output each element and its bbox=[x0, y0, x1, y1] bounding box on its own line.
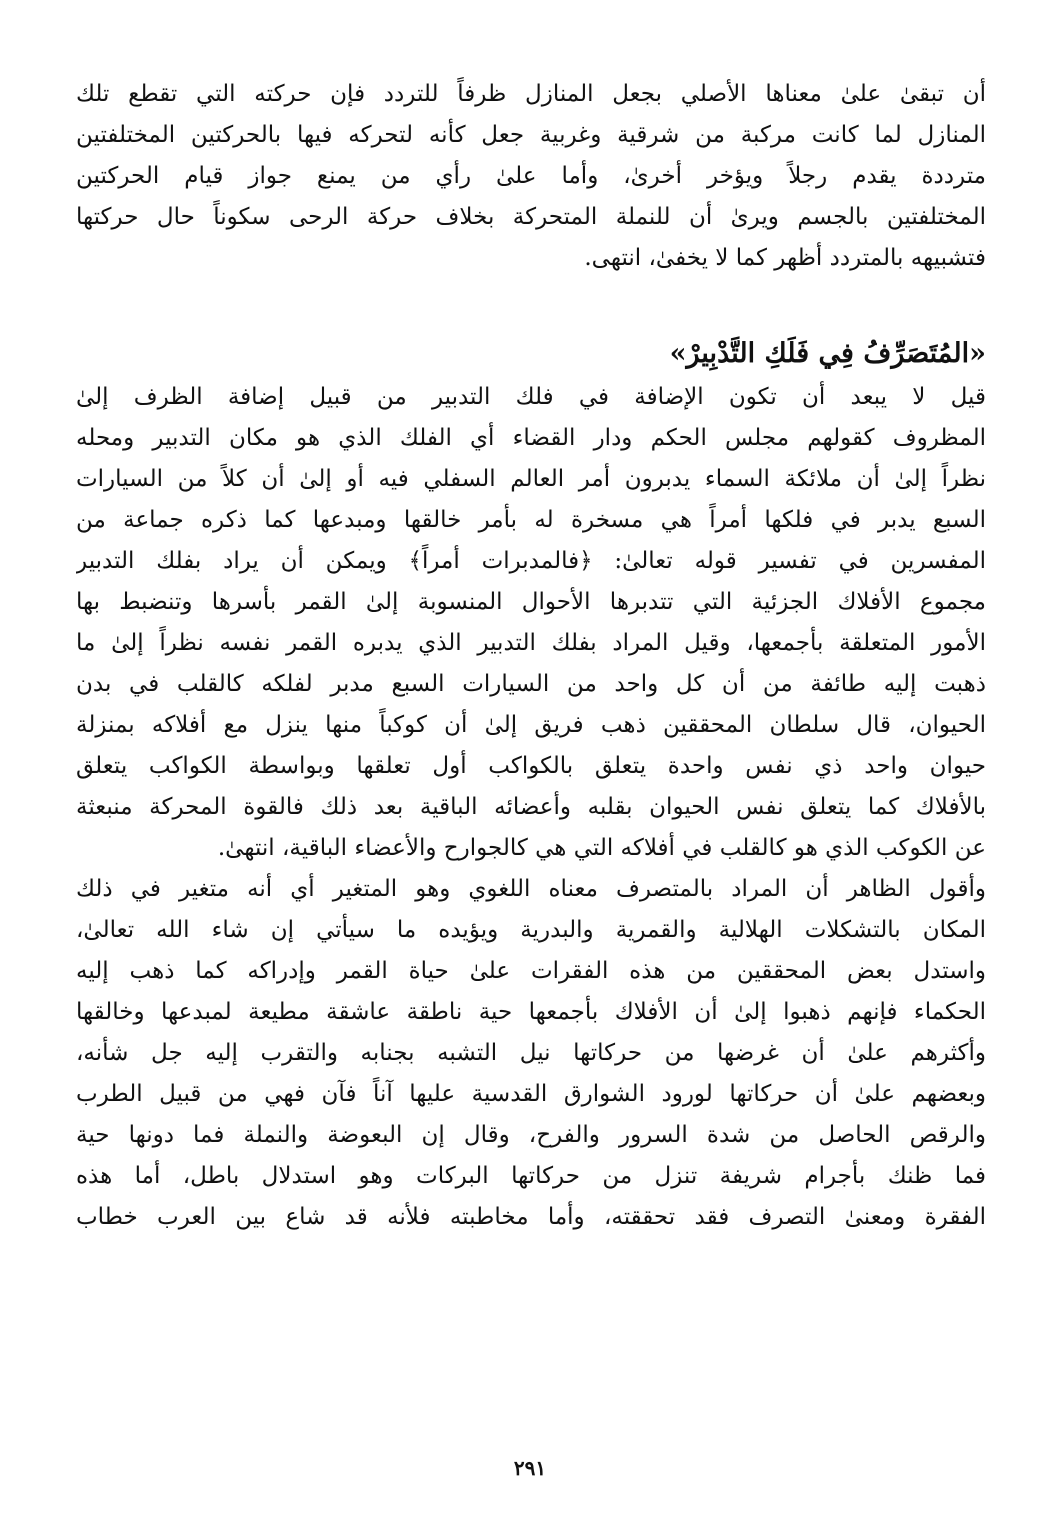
text-line: أن تبقىٰ علىٰ معناها الأصلي بجعل المنازل ظرفاً للتردد فإن حركته التي تقطع تلك bbox=[76, 81, 986, 107]
text-line: المختلفتين بالجسم ويرىٰ أن للنملة المتحركة بخلاف حركة الرحى سكوناً حال حركتها bbox=[76, 204, 986, 230]
text-line: السبع يدبر في فلكها أمراً هي مسخرة له بأمر خالقها ومبدعها كما ذكره جماعة من bbox=[76, 507, 986, 533]
text-line: قيل لا يبعد أن تكون الإضافة في فلك التدبير من قبيل إضافة الظرف إلىٰ bbox=[76, 384, 986, 410]
text-line: واستدل بعض المحققين من هذه الفقرات علىٰ حياة القمر وإدراكه كما ذهب إليه bbox=[76, 958, 986, 984]
top-paragraph bbox=[76, 74, 986, 279]
text-line: المفسرين في تفسير قوله تعالىٰ: ﴿فالمدبرات أمراً﴾ ويمكن أن يراد بفلك التدبير bbox=[76, 548, 986, 574]
text-line: المظروف كقولهم مجلس الحكم ودار القضاء أي الفلك الذي هو مكان التدبير ومحله bbox=[76, 425, 986, 451]
text-line: وأقول الظاهر أن المراد بالمتصرف معناه اللغوي وهو المتغير أي أنه متغير في ذلك bbox=[76, 876, 986, 902]
text-line: المنازل لما كانت مركبة من شرقية وغربية جعل كأنه لتحركه فيها بالحركتين المختلفتين bbox=[76, 122, 986, 148]
text-line: الحكماء فإنهم ذهبوا إلىٰ أن الأفلاك بأجمعها حية ناطقة عاشقة مطيعة لمبدعها وخالقها bbox=[76, 999, 986, 1025]
text-line: المكان بالتشكلات الهلالية والقمرية والبدرية ويؤيده ما سيأتي إن شاء الله تعالىٰ، bbox=[76, 917, 986, 943]
text-line: بالأفلاك كما يتعلق نفس الحيوان بقلبه وأعضائه الباقية بعد ذلك فالقوة المحركة منبعثة bbox=[76, 794, 986, 820]
text-line: الحيوان، قال سلطان المحققين ذهب فريق إلىٰ أن كوكباً منها ينزل مع أفلاكه بمنزلة bbox=[76, 712, 986, 738]
section-heading: «المُتَصَرِّفُ فِي فَلَكِ التَّدْبِيرْ» bbox=[669, 338, 986, 369]
text-line: عن الكوكب الذي هو كالقلب في أفلاكه التي هي كالجوارح والأعضاء الباقية، انتهىٰ. bbox=[217, 835, 986, 861]
text-line: مجموع الأفلاك الجزئية التي تتدبرها الأحوال المنسوبة إلىٰ القمر بأسرها وتنضبط بها bbox=[76, 589, 986, 615]
text-line: فتشبيهه بالمتردد أظهر كما لا يخفىٰ، انتهى. bbox=[584, 245, 986, 271]
text-line: فما ظنك بأجرام شريفة تنزل من حركاتها البركات وهو استدلال باطل، أما هذه bbox=[76, 1163, 986, 1189]
text-line: والرقص الحاصل من شدة السرور والفرح، وقال إن البعوضة والنملة فما دونها حية bbox=[76, 1122, 986, 1148]
text-line: الفقرة ومعنىٰ التصرف فقد تحققته، وأما مخاطبته فلأنه قد شاع بين العرب خطاب bbox=[76, 1204, 986, 1230]
main-text bbox=[76, 377, 986, 1238]
text-line: وأكثرهم علىٰ أن غرضها من حركاتها نيل التشبه بجنابه والتقرب إليه جل شأنه، bbox=[76, 1040, 986, 1066]
text-line: ذهبت إليه طائفة من أن كل واحد من السيارات السبع مدبر لفلكه كالقلب في بدن bbox=[76, 671, 986, 697]
text-line: مترددة يقدم رجلاً ويؤخر أخرىٰ، وأما علىٰ رأي من يمنع جواز قيام الحركتين bbox=[76, 163, 986, 189]
text-line: حيوان واحد ذي نفس واحدة يتعلق بالكواكب أول تعلقها وبواسطة الكواكب يتعلق bbox=[76, 753, 986, 779]
text-line: الأمور المتعلقة بأجمعها، وقيل المراد بفلك التدبير الذي يدبره القمر نفسه نظراً إلىٰ ما bbox=[76, 630, 986, 656]
text-line: وبعضهم علىٰ أن حركاتها لورود الشوارق القدسية عليها آناً فآن فهي من قبيل الطرب bbox=[76, 1081, 986, 1107]
page-number: ٢٩١ bbox=[513, 1456, 547, 1480]
text-line: نظراً إلىٰ أن ملائكة السماء يدبرون أمر العالم السفلي فيه أو إلىٰ أن كلاً من السيارات bbox=[76, 466, 986, 492]
